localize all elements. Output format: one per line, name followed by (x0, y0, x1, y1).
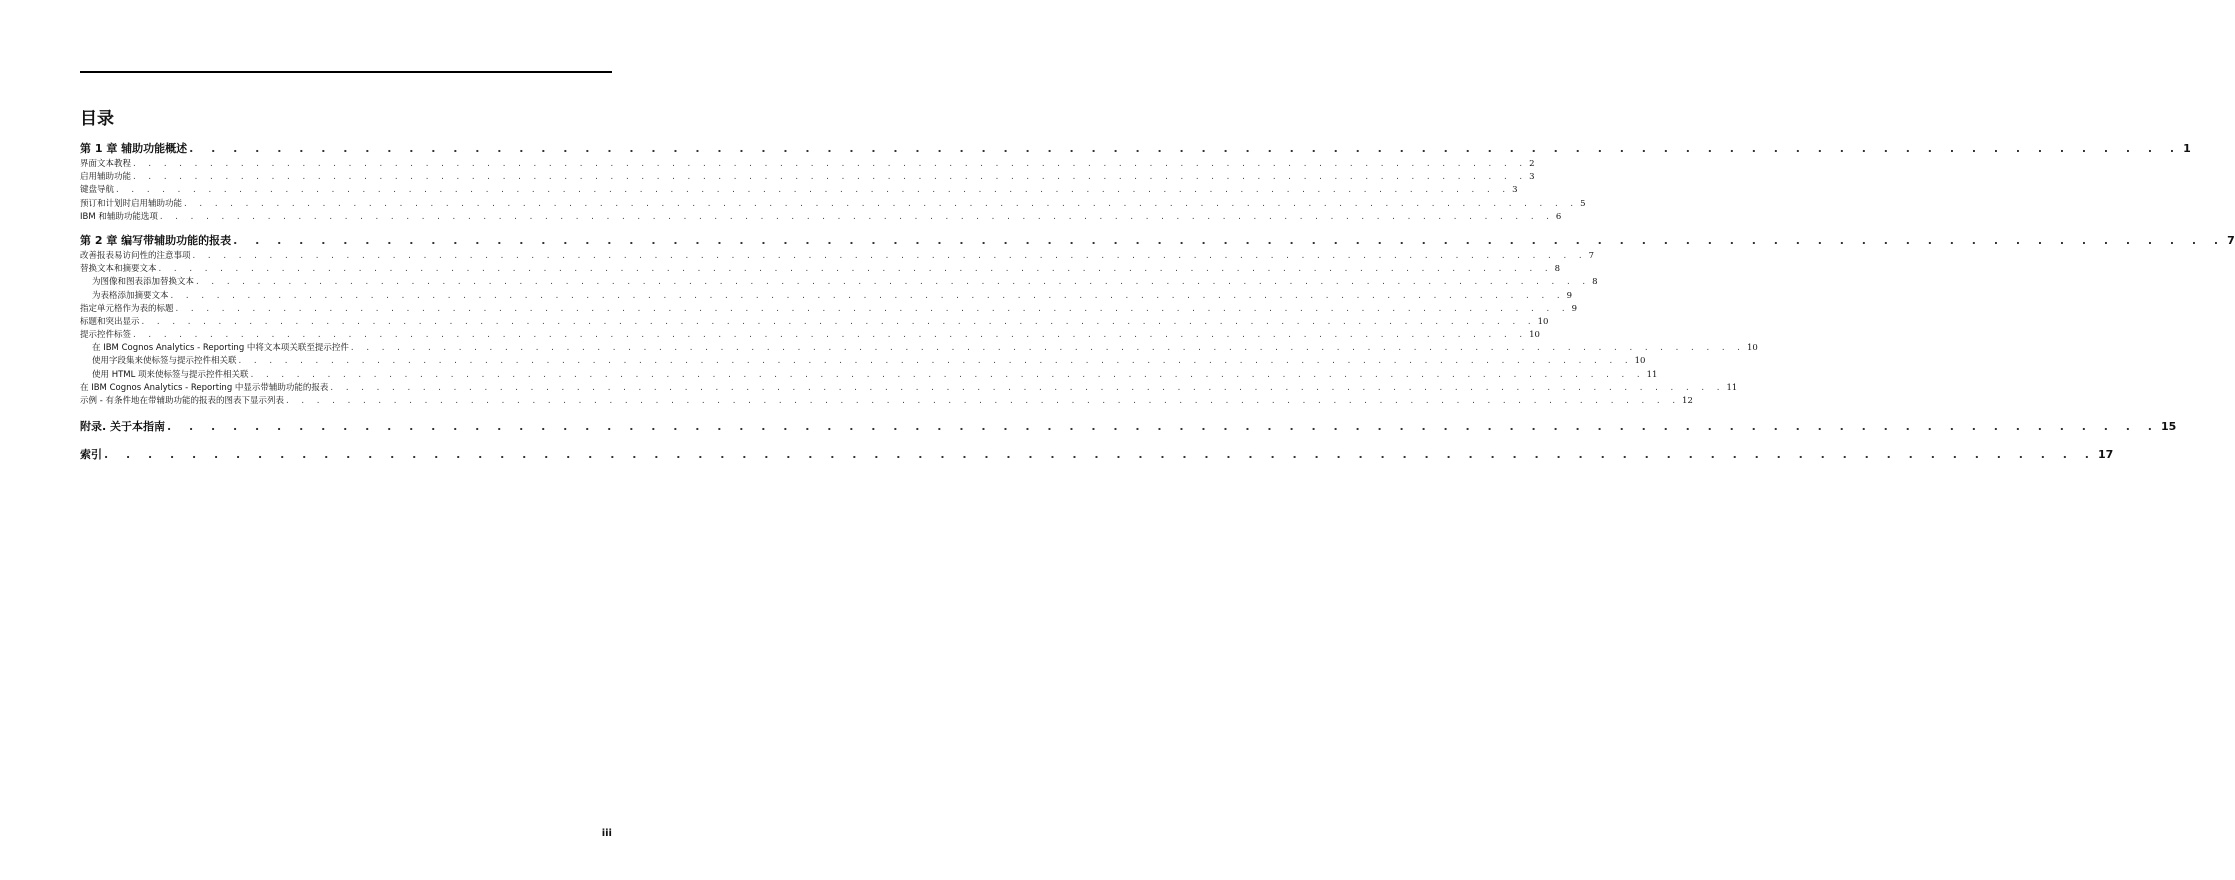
spacer (80, 436, 612, 446)
toc-leader: . . . . . . . . . . . . . . . . . . . . . . . . . . . . . . . . . . . . . . . . . . . . . . . . . . . . . . . . . . . . . . . . . . . . . . . . . . . . . . . . . . . . . . . . . . . (170, 290, 1565, 301)
toc-leader: . . . . . . . . . . . . . . . . . . . . . . . . . . . . . . . . . . . . . . . . . . . . . . . . . . . . . . . . . . . . . . . . . . . . . . . . . . . . . . . . . . . . . . . . . . . (196, 277, 1591, 288)
toc-entry-label: 改善报表易访问性的注意事项 (80, 250, 191, 261)
toc-subentry[interactable] (80, 276, 1598, 289)
toc-entry[interactable] (80, 184, 1518, 197)
toc-chapter-1[interactable] (80, 140, 2191, 158)
toc-page-number: 3 (1512, 185, 1518, 196)
toc-leader: . . . . . . . . . . . . . . . . . . . . . . . . . . . . . . . . . . . . . . . . . . . . . . . . . . . . . . . . . . . . . . . . . . . . . . . . . . . . . . . . . . . . . . . . . . . (192, 250, 1587, 261)
toc-page-number: 3 (1529, 172, 1535, 183)
toc-subentry[interactable] (80, 290, 1572, 303)
toc-leader: . . . . . . . . . . . . . . . . . . . . . . . . . . . . . . . . . . . . . . . . . . . . . . . . . . . . . . . . . . . . . . . . . . . . . . . . . . . . . . . . . . . . . . . . . . . (133, 159, 1528, 169)
toc-entry[interactable] (80, 316, 1549, 329)
toc-entry-label: 为图像和图表添加替换文本 (92, 277, 195, 288)
toc-page-number: 10 (1537, 316, 1549, 327)
toc-leader: . . . . . . . . . . . . . . . . . . . . . . . . . . . . . . . . . . . . . . . . . . . . . . . . . . . . . . . . . . . . . . . . . . . . . . . . . . . . . . . . . . . . . . . . . . . (250, 369, 1645, 380)
toc-leader: . . . . . . . . . . . . . . . . . . . . . . . . . . . . . . . . . . . . . . . . . . . . . . . . . . . . . . . . . . . . . . . . . . . . . . . . . . . . . . . . . . . . . . . . . . . (175, 303, 1570, 314)
toc-subentry[interactable] (80, 369, 1658, 382)
toc-subentry[interactable] (80, 342, 1758, 355)
toc-page-number: 8 (1554, 264, 1560, 275)
toc-page-number: 12 (1682, 396, 1693, 406)
toc-page-number: 7 (2227, 233, 2235, 247)
toc-leader: . . . . . . . . . . . . . . . . . . . . . . . . . . . . . . . . . . . . . . . . . . . . . . . . . . . . . . . . . . . . . . . . . . . . . . . . . . . . . . . . . . . . . . . . . . . (285, 396, 1681, 406)
toc-page-number: 7 (1588, 250, 1594, 261)
toc-leader: . . . . . . . . . . . . . . . . . . . . . . . . . . . . . . . . . . . . . . . . . . . . . . . . . . . . . . . . . . . . . . . . . . . . . . . . . . . . . . . . . . . . . . . . . . . (104, 448, 2096, 462)
toc-entry-label: 为表格添加摘要文本 (92, 290, 169, 301)
toc-page-number: 8 (1592, 277, 1598, 288)
toc-entry-label: 替换文本和摘要文本 (80, 264, 157, 275)
toc-entry[interactable] (80, 171, 1535, 184)
header-rule (80, 71, 612, 73)
toc-leader: . . . . . . . . . . . . . . . . . . . . . . . . . . . . . . . . . . . . . . . . . . . . . . . . . . . . . . . . . . . . . . . . . . . . . . . . . . . . . . . . . . . . . . . . . . . (133, 330, 1528, 341)
toc-entry[interactable] (80, 250, 1594, 263)
toc-leader: . . . . . . . . . . . . . . . . . . . . . . . . . . . . . . . . . . . . . . . . . . . . . . . . . . . . . . . . . . . . . . . . . . . . . . . . . . . . . . . . . . . . . . . . . . . (116, 185, 1511, 196)
spacer (80, 224, 612, 232)
toc-leader: . . . . . . . . . . . . . . . . . . . . . . . . . . . . . . . . . . . . . . . . . . . . . . . . . . . . . . . . . . . . . . . . . . . . . . . . . . . . . . . . . . . . . . . . . . . (350, 343, 1745, 354)
toc-entry[interactable] (80, 395, 1693, 408)
toc-entry[interactable] (80, 382, 1738, 395)
toc-page-number: 10 (1634, 356, 1646, 367)
spacer (80, 408, 612, 418)
toc-subentry[interactable] (80, 355, 1646, 368)
toc-chapter-label: 第 1 章 辅助功能概述 (80, 142, 188, 155)
toc-chapter-label: 索引 (80, 448, 102, 462)
toc-page-number: 17 (2097, 448, 2114, 462)
toc-leader: . . . . . . . . . . . . . . . . . . . . . . . . . . . . . . . . . . . . . . . . . . . . . . . . . . . . . . . . . . . . . . . . . . . . . . . . . . . . . . . . . . . . . . . . . . . (159, 211, 1554, 222)
toc-entry[interactable] (80, 263, 1560, 276)
toc-leader: . . . . . . . . . . . . . . . . . . . . . . . . . . . . . . . . . . . . . . . . . . . . . . . . . . . . . . . . . . . . . . . . . . . . . . . . . . . . . . . . . . . . . . . . . . . (133, 172, 1528, 183)
toc-entry-label: 提示控件标签 (80, 330, 132, 341)
toc-leader: . . . . . . . . . . . . . . . . . . . . . . . . . . . . . . . . . . . . . . . . . . . . . . . . . . . . . . . . . . . . . . . . . . . . . . . . . . . . . . . . . . . . . . . . . . . (330, 382, 1725, 393)
toc-index[interactable] (80, 446, 2114, 464)
toc-entry[interactable] (80, 303, 1577, 316)
toc-entry-label: 指定单元格作为表的标题 (80, 303, 174, 314)
table-of-contents (80, 140, 2235, 464)
toc-entry-label: IBM 和辅助功能选项 (80, 211, 158, 222)
toc-page-number: 5 (1580, 198, 1586, 209)
toc-entry[interactable] (80, 329, 1540, 342)
toc-entry-label: 启用辅助功能 (80, 172, 132, 183)
toc-entry-label: 键盘导航 (80, 185, 115, 196)
toc-page-number: 9 (1571, 303, 1577, 314)
toc-entry-label: 预订和计划时启用辅助功能 (80, 198, 183, 209)
toc-entry-label: 使用字段集来使标签与提示控件相关联 (92, 356, 237, 367)
toc-chapter-label: 第 2 章 编写带辅助功能的报表 (80, 233, 232, 247)
toc-entry-label: 标题和突出显示 (80, 316, 140, 327)
toc-leader: . . . . . . . . . . . . . . . . . . . . . . . . . . . . . . . . . . . . . . . . . . . . . . . . . . . . . . . . . . . . . . . . . . . . . . . . . . . . . . . . . . . . . . . . . . . (167, 420, 2159, 434)
toc-page-number: 2 (1529, 159, 1535, 169)
toc-entry[interactable] (80, 198, 1586, 211)
toc-page-number: 10 (1529, 330, 1540, 341)
toc-entry-label: 使用 HTML 项来使标签与提示控件相关联 (92, 369, 249, 380)
toc-page-number: 15 (2160, 420, 2177, 434)
toc-page-number: 11 (1726, 382, 1738, 393)
toc-leader: . . . . . . . . . . . . . . . . . . . . . . . . . . . . . . . . . . . . . . . . . . . . . . . . . . . . . . . . . . . . . . . . . . . . . . . . . . . . . . . . . . . . . . . . . . . (238, 356, 1633, 367)
toc-leader: . . . . . . . . . . . . . . . . . . . . . . . . . . . . . . . . . . . . . . . . . . . . . . . . . . . . . . . . . . . . . . . . . . . . . . . . . . . . . . . . . . . . . . . . . . . (141, 316, 1536, 327)
toc-leader: . . . . . . . . . . . . . . . . . . . . . . . . . . . . . . . . . . . . . . . . . . . . . . . . . . . . . . . . . . . . . . . . . . . . . . . . . . . . . . . . . . . . . . . . . . . (158, 264, 1553, 275)
toc-page-number: 11 (1646, 369, 1658, 380)
toc-appendix[interactable] (80, 418, 2177, 436)
toc-leader: . . . . . . . . . . . . . . . . . . . . . . . . . . . . . . . . . . . . . . . . . . . . . . . . . . . . . . . . . . . . . . . . . . . . . . . . . . . . . . . . . . . . . . . . . . . (189, 142, 2182, 155)
footer-page-number: iii (601, 828, 612, 839)
toc-entry[interactable] (80, 158, 1535, 171)
toc-title: 目录 (80, 109, 114, 129)
toc-entry-label: 界面文本教程 (80, 159, 132, 169)
toc-entry-label: 示例 - 有条件地在带辅助功能的报表的图表下显示列表 (80, 396, 284, 406)
toc-entry-label: 在 IBM Cognos Analytics - Reporting 中将文本项关联至提示控件 (92, 343, 349, 354)
toc-entry[interactable] (80, 211, 1562, 224)
toc-entry-label: 在 IBM Cognos Analytics - Reporting 中显示带辅助功能的报表 (80, 382, 329, 393)
toc-page-number: 9 (1566, 290, 1572, 301)
toc-page-number: 6 (1555, 211, 1562, 222)
toc-leader: . . . . . . . . . . . . . . . . . . . . . . . . . . . . . . . . . . . . . . . . . . . . . . . . . . . . . . . . . . . . . . . . . . . . . . . . . . . . . . . . . . . . . . . . . . . (184, 198, 1579, 209)
toc-page-number: 1 (2183, 142, 2191, 155)
toc-page-number: 10 (1746, 343, 1758, 354)
toc-leader: . . . . . . . . . . . . . . . . . . . . . . . . . . . . . . . . . . . . . . . . . . . . . . . . . . . . . . . . . . . . . . . . . . . . . . . . . . . . . . . . . . . . . . . . . . . (233, 233, 2226, 247)
toc-chapter-label: 附录. 关于本指南 (80, 420, 166, 434)
toc-chapter-2[interactable] (80, 232, 2235, 250)
